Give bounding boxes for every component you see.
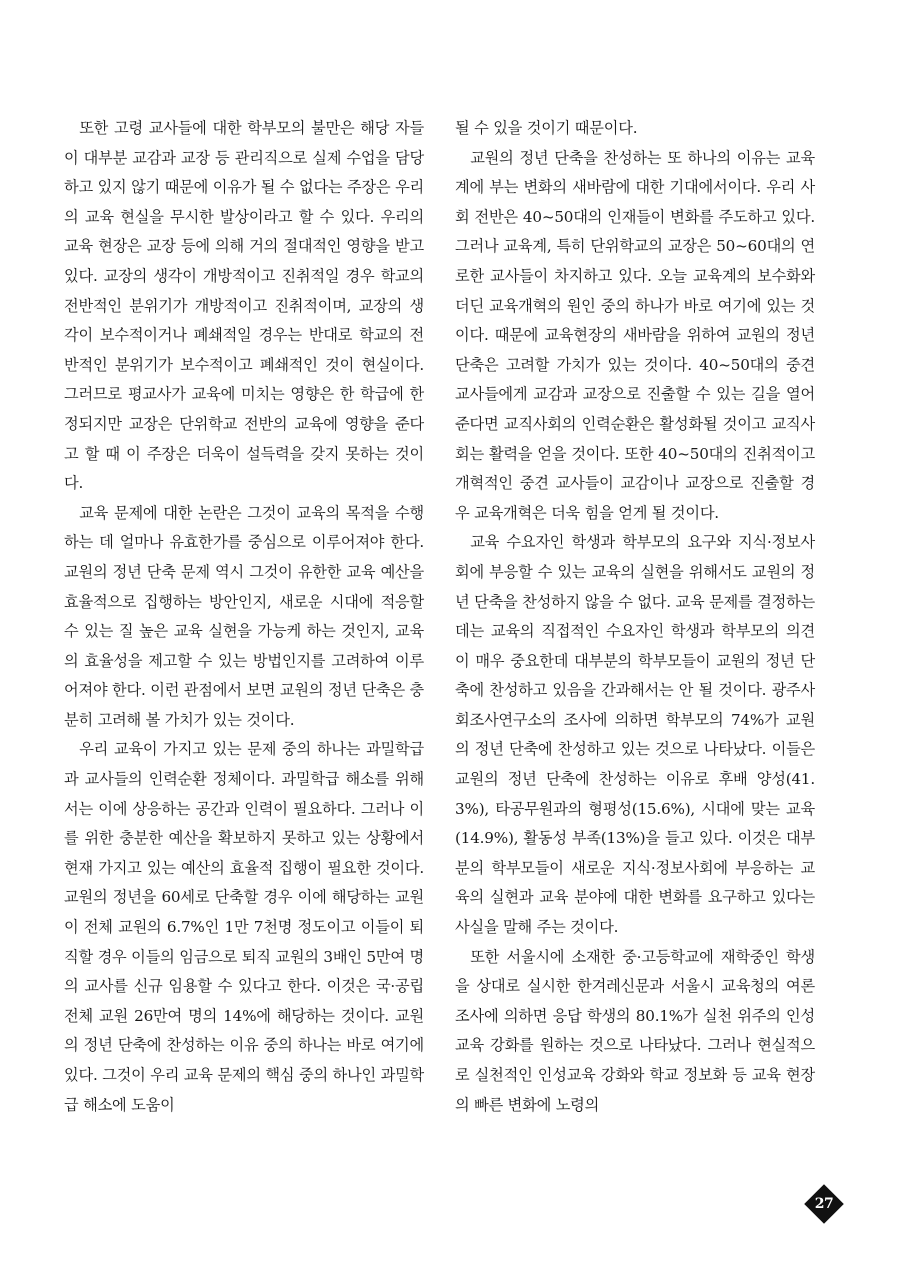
left-text-column [64,114,424,1120]
body-paragraph: 교육 수요자인 학생과 학부모의 요구와 지식·정보사회에 부응할 수 있는 교육의 실현을 위해서도 교원의 정년 단축을 찬성하지 않을 수 없다. 교육 문제를 결정하는 데는 교육의 직접적인 수요자인 학생과 학부모의 의견이 매우 중요한데 대부분의 학부모들이 교원의 정년 단축에 찬성하고 있음을 간과해서는 안 될 것이다. 광주사회조사연구소의 조사에 의하면 학부모의 74%가 교원의 정년 단축에 찬성하고 있는 것으로 나타났다. 이들은 교원의 정년 단축에 찬성하는 이유로 후배 양성(41.3%), 타공무원과의 형평성(15.6%), 시대에 맞는 교육(14.9%), 활동성 부족(13%)을 들고 있다. 이것은 대부분의 학부모들이 새로운 지식·정보사회에 부응하는 교육의 실현과 교육 분야에 대한 변화를 요구하고 있다는 사실을 말해 주는 것이다. [455,533,816,937]
right-text-column [455,114,815,1120]
body-paragraph: 교원의 정년 단축을 찬성하는 또 하나의 이유는 교육계에 부는 변화의 새바람에 대한 기대에서이다. 우리 사회 전반은 40~50대의 인재들이 변화를 주도하고 있다. 그러나 교육계, 특히 단위학교의 교장은 50~60대의 연로한 교사들이 차지하고 있다. 오늘 교육계의 보수화와 더딘 교육개혁의 원인 중의 하나가 바로 여기에 있는 것이다. 때문에 교육현장의 새바람을 위하여 교원의 정년 단축은 고려할 가치가 있는 것이다. 40~50대의 중견 교사들에게 교감과 교장으로 진출할 수 있는 길을 열어 준다면 교직사회의 인력순환은 활성화될 것이고 교직사회는 활력을 얻을 것이다. 또한 40~50대의 진취적이고 개혁적인 중견 교사들이 교감이나 교장으로 진출할 경우 교육개혁은 더욱 힘을 얻게 될 것이다. [455,148,815,522]
body-paragraph: 우리 교육이 가지고 있는 문제 중의 하나는 과밀학급과 교사들의 인력순환 정체이다. 과밀학급 해소를 위해서는 이에 상응하는 공간과 인력이 필요하다. 그러나 이를 위한 충분한 예산을 확보하지 못하고 있는 상황에서 현재 가지고 있는 예산의 효율적 집행이 필요한 것이다. 교원의 정년을 60세로 단축할 경우 이에 해당하는 교원이 전체 교원의 6.7%인 1만 7천명 정도이고 이들이 퇴직할 경우 이들의 임금으로 퇴직 교원의 3배인 5만여 명의 교사를 신규 임용할 수 있다고 한다. 이것은 국·공립 전체 교원 26만여 명의 14%에 해당하는 것이다. 교원의 정년 단축에 찬성하는 이유 중의 하나는 바로 여기에 있다. 그것이 우리 교육 문제의 핵심 중의 하나인 과밀학급 해소에 도움이 [64,740,425,1114]
page-number: 27 [814,1196,834,1212]
body-paragraph: 또한 서울시에 소재한 중·고등학교에 재학중인 학생을 상대로 실시한 한겨레신문과 서울시 교육청의 여론조사에 의하면 응답 학생의 80.1%가 실천 위주의 인성교육 강화를 원하는 것으로 나타났다. 그러나 현실적으로 실천적인 인성교육 강화와 학교 정보화 등 교육 현장의 빠른 변화에 노령의 [455,947,815,1114]
continued-paragraph: 될 수 있을 것이기 때문이다. [455,119,638,137]
page-number-badge [805,1185,843,1223]
body-paragraph: 교육 문제에 대한 논란은 그것이 교육의 목적을 수행하는 데 얼마나 유효한가를 중심으로 이루어져야 한다. 교원의 정년 단축 문제 역시 그것이 유한한 교육 예산을 효율적으로 집행하는 방안인지, 새로운 시대에 적응할 수 있는 질 높은 교육 실현을 가능케 하는 것인지, 교육의 효율성을 제고할 수 있는 방법인지를 고려하여 이루어져야 한다. 이런 관점에서 보면 교원의 정년 단축은 충분히 고려해 볼 가치가 있는 것이다. [64,503,425,729]
body-paragraph: 또한 고령 교사들에 대한 학부모의 불만은 해당 자들이 대부분 교감과 교장 등 관리직으로 실제 수업을 담당하고 있지 않기 때문에 이유가 될 수 없다는 주장은 우리의 교육 현실을 무시한 발상이라고 할 수 있다. 우리의 교육 현장은 교장 등에 의해 거의 절대적인 영향을 받고 있다. 교장의 생각이 개방적이고 진취적일 경우 학교의 전반적인 분위기가 개방적이고 진취적이며, 교장의 생각이 보수적이거나 폐쇄적일 경우는 반대로 학교의 전반적인 분위기가 보수적이고 폐쇄적인 것이 현실이다. 그러므로 평교사가 교육에 미치는 영향은 한 학급에 한정되지만 교장은 단위학교 전반의 교육에 영향을 준다고 할 때 이 주장은 더욱이 설득력을 갖지 못하는 것이다. [64,119,425,493]
